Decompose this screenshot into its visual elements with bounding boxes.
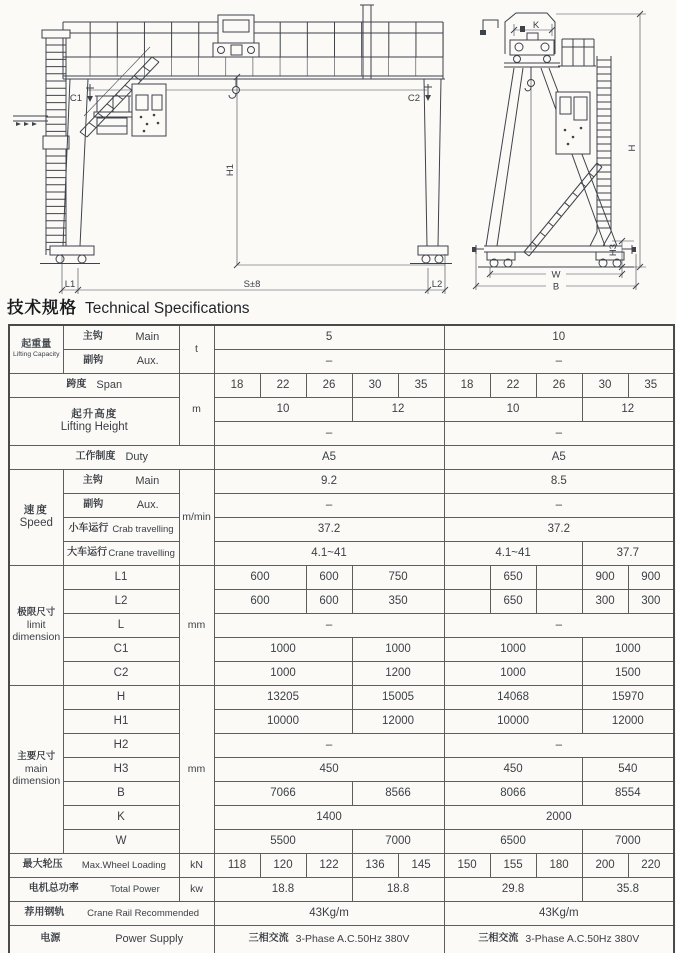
label-power-supply: 电源 Power Supply [9,926,214,953]
label-duty: 工作制度 Duty [9,446,214,470]
table-cell: – [444,422,674,446]
table-cell: 10 [444,398,582,422]
table-cell: – [444,350,674,374]
table-cell: 15005 [352,686,444,710]
row-label-h1: H1 [63,710,179,734]
table-cell: 600 [306,590,352,614]
unit-mm: mm [179,566,214,686]
unit-kn: kN [179,854,214,878]
hook-icon [525,87,531,91]
dim-label-l1: L1 [64,279,76,290]
table-cell: 43Kg/m [444,902,674,926]
table-cell: 155 [490,854,536,878]
unit-m: m [179,374,214,446]
table-cell: 7000 [352,830,444,854]
table-cell: 450 [214,758,444,782]
table-cell: 18 [214,374,260,398]
table-cell: A5 [214,446,444,470]
table-cell: 37.2 [444,518,674,542]
table-cell: 5 [214,325,444,350]
table-cell: 4.1~41 [214,542,444,566]
table-cell: 10000 [214,710,352,734]
row-label-l: L [63,614,179,638]
table-cell: 300 [628,590,674,614]
table-cell: 37.2 [214,518,444,542]
table-cell: 122 [306,854,352,878]
label-limit-dimension: 极限尺寸 limit dimension [9,566,63,686]
table-cell: 145 [398,854,444,878]
table-cell: 350 [352,590,444,614]
table-cell: 450 [444,758,582,782]
table-cell: 1000 [444,638,582,662]
table-cell [536,566,582,590]
dim-label-l2: L2 [431,279,443,290]
label-total-power: 电机总功率 Total Power [9,878,179,902]
table-cell: 1000 [214,662,352,686]
dim-label-k: K [532,20,540,31]
table-cell [444,590,490,614]
front-view [13,5,452,294]
table-cell: 副钩 Aux. [63,494,179,518]
label-aux-hook: 副钩 Aux. [63,350,179,374]
table-cell: 6500 [444,830,582,854]
hook-icon [229,94,236,98]
table-cell: 30 [352,374,398,398]
section-title-en: Technical Specifications [85,300,250,317]
table-cell: 18 [444,374,490,398]
table-cell: 26 [306,374,352,398]
table-cell: 7000 [582,830,674,854]
dim-label-h3: H3 [608,243,619,257]
row-label-l2: L2 [63,590,179,614]
table-cell: 8.5 [444,470,674,494]
dim-label-h1: H1 [225,163,236,177]
dim-label-b: B [552,281,560,293]
table-cell: 900 [628,566,674,590]
table-cell: 43Kg/m [214,902,444,926]
row-label-l1: L1 [63,566,179,590]
table-cell: 600 [306,566,352,590]
table-cell: 10 [214,398,352,422]
label-span: 跨度 Span [9,374,179,398]
table-cell [536,590,582,614]
table-cell: 136 [352,854,398,878]
table-cell: 10 [444,325,674,350]
table-cell: 29.8 [444,878,582,902]
table-cell: 5500 [214,830,352,854]
table-cell: 540 [582,758,674,782]
table-cell: 1000 [444,662,582,686]
table-cell: 2000 [444,806,674,830]
table-cell: 180 [536,854,582,878]
label-main-dimension: 主要尺寸 main dimension [9,686,63,854]
table-cell: 8554 [582,782,674,806]
label-lifting-capacity: 起重量 Lifting Capacity [9,325,63,374]
side-view [472,13,646,293]
table-cell: 1400 [214,806,444,830]
table-cell: 600 [214,590,306,614]
row-label-c2: C2 [63,662,179,686]
table-cell: 7066 [214,782,352,806]
label-crab-travelling: 小车运行 Crab travelling [63,518,179,542]
table-cell: 150 [444,854,490,878]
table-cell: 200 [582,854,628,878]
table-cell: 35.8 [582,878,674,902]
electric-cabinet [556,92,590,154]
unit-mm-2: mm [179,686,214,854]
table-cell: 22 [260,374,306,398]
table-cell: 12000 [582,710,674,734]
unit-kw: kw [179,878,214,902]
table-cell: 1500 [582,662,674,686]
label-lifting-height: 起升高度 Lifting Height [9,398,179,446]
table-cell: 18.8 [214,878,352,902]
table-cell: – [214,494,444,518]
table-cell: 650 [490,566,536,590]
row-label-c1: C1 [63,638,179,662]
row-label-b: B [63,782,179,806]
table-cell: 1200 [352,662,444,686]
label-crane-rail: 荐用钢轨 Crane Rail Recommended [9,902,214,926]
table-cell: 18.8 [352,878,444,902]
table-cell: 13205 [214,686,352,710]
table-cell: 9.2 [214,470,444,494]
table-cell: 8066 [444,782,582,806]
table-cell: 4.1~41 [444,542,582,566]
table-cell: – [444,494,674,518]
table-cell: 35 [628,374,674,398]
row-label-h3: H3 [63,758,179,782]
table-cell: – [214,422,444,446]
crane-technical-drawing [0,0,676,296]
row-label-w: W [63,830,179,854]
table-cell: 三相交流 3-Phase A.C.50Hz 380V [214,926,444,953]
table-cell: 300 [582,590,628,614]
table-cell: 900 [582,566,628,590]
row-label-h: H [63,686,179,710]
table-cell: 118 [214,854,260,878]
table-cell: – [444,734,674,758]
table-cell: 37.7 [582,542,674,566]
table-cell: 1000 [582,638,674,662]
dim-label-w: W [551,269,561,281]
dim-label-span: S±8 [243,279,261,290]
table-cell: 8566 [352,782,444,806]
table-cell: A5 [444,446,674,470]
unit-m-min: m/min [179,470,214,566]
section-title-zh: 技术规格 [7,299,77,317]
spec-table-body [9,325,674,953]
table-cell: – [214,614,444,638]
table-cell: 22 [490,374,536,398]
label-crane-travelling: 大车运行 Crane travelling [63,542,179,566]
table-cell: 26 [536,374,582,398]
table-cell: 35 [398,374,444,398]
table-cell: 10000 [444,710,582,734]
table-cell: 15970 [582,686,674,710]
dim-label-c1: C1 [69,93,83,104]
table-cell: 主钩 Main [63,470,179,494]
section-title [7,294,250,318]
table-cell: 三相交流 3-Phase A.C.50Hz 380V [444,926,674,953]
table-cell: – [214,350,444,374]
table-cell: – [444,614,674,638]
table-cell: 14068 [444,686,582,710]
table-cell: 12000 [352,710,444,734]
row-label-k: K [63,806,179,830]
table-cell: 120 [260,854,306,878]
row-label-h2: H2 [63,734,179,758]
specifications-table [8,324,675,953]
label-main-hook: 主钩 Main [63,325,179,350]
table-cell: 220 [628,854,674,878]
label-speed: 速度 Speed [9,470,63,566]
dim-label-h: H [627,144,638,152]
table-cell [444,566,490,590]
table-cell: 750 [352,566,444,590]
table-cell: 1000 [352,638,444,662]
table-cell: 600 [214,566,306,590]
table-cell: 12 [352,398,444,422]
label-max-wheel-loading: 最大轮压 Max.Wheel Loading [9,854,179,878]
dim-label-c2: C2 [407,93,421,104]
table-cell: 30 [582,374,628,398]
table-cell: 12 [582,398,674,422]
table-cell: 650 [490,590,536,614]
unit-t: t [179,325,214,374]
table-cell: 1000 [214,638,352,662]
table-cell: – [214,734,444,758]
